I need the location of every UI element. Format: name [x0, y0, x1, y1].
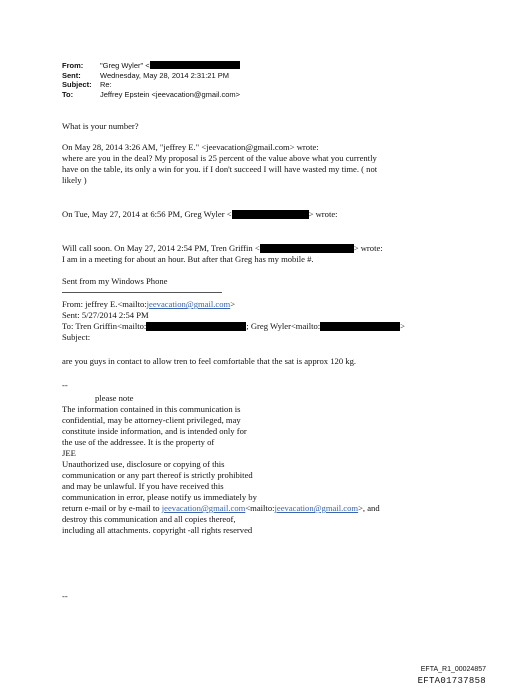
return-mid: <mailto:: [245, 503, 275, 513]
fwd-to-mid: ; Greg Wyler<mailto:: [246, 321, 321, 331]
fwd-to-suffix: >: [400, 321, 406, 331]
to-label: To:: [62, 89, 74, 99]
redaction-box: [150, 61, 240, 69]
from-value: "Greg Wyler" <: [100, 61, 150, 70]
attachments-line: including all attachments. copyright -all rights reserved: [62, 525, 253, 535]
fwd-sent-line: Sent: 5/27/2014 2:54 PM: [62, 310, 149, 320]
tue-line: [62, 209, 338, 219]
return-line: [62, 503, 380, 513]
redaction-box: [320, 322, 400, 331]
fwd-to-prefix: To: Tren Griffin<mailto:: [62, 321, 147, 331]
return-prefix: return e-mail or by e-mail to: [62, 503, 162, 513]
separator-1: --: [62, 380, 68, 390]
disclaimer-line: Unauthorized use, disclosure or copying of this: [62, 459, 225, 469]
meeting-line: I am in a meeting for about an hour. But after that Greg has my mobile #.: [62, 254, 314, 264]
fwd-from-prefix: From: jeffrey E.<mailto:: [62, 299, 147, 309]
quote-line-2: where are you in the deal? My proposal is 25 percent of the value above what you currently: [62, 153, 377, 163]
subject-value: Re:: [100, 80, 112, 89]
disclaimer-line: communication in error, please notify us immediately by: [62, 492, 257, 502]
return-suffix: >, and: [358, 503, 380, 513]
signature-divider: [62, 292, 222, 293]
tue-prefix: On Tue, May 27, 2014 at 6:56 PM, Greg Wyler <: [62, 209, 232, 219]
fwd-from-suffix: >: [230, 299, 236, 309]
quote-line-4: likely ): [62, 175, 87, 185]
email-header: [62, 61, 240, 99]
subject-label: Subject:: [62, 80, 92, 89]
sent-value: Wednesday, May 28, 2014 2:31:21 PM: [100, 70, 229, 80]
redaction-box: [260, 244, 354, 253]
redaction-box: [146, 322, 246, 331]
from-label: From:: [62, 61, 84, 70]
sent-label: Sent:: [62, 70, 81, 80]
tue-suffix: > wrote:: [308, 209, 338, 219]
email-link[interactable]: jeevacation@gmail.com: [146, 299, 231, 309]
email-link[interactable]: jeevacation@gmail.com: [274, 503, 359, 513]
header-sent-row: [62, 71, 240, 81]
fwd-subject-line: Subject:: [62, 332, 91, 342]
disclaimer-line: confidential, may be attorney-client privileged, may: [62, 415, 241, 425]
please-note: please note: [95, 393, 134, 403]
willcall-suffix: > wrote:: [353, 243, 383, 253]
to-value: Jeffrey Epstein <jeevacation@gmail.com>: [100, 89, 241, 99]
fwd-to-line: [62, 321, 405, 331]
disclaimer-line: the use of the addressee. It is the property of: [62, 437, 215, 447]
destroy-line: destroy this communication and all copies thereof,: [62, 514, 236, 524]
header-from-row: [62, 61, 240, 71]
disclaimer-line: JEE: [62, 448, 76, 458]
document-id-stamp: EFTA01737858: [417, 676, 486, 686]
disclaimer-line: constitute inside information, and is intended only for: [62, 426, 247, 436]
header-to-row: [62, 90, 240, 100]
separator-2: --: [62, 591, 68, 601]
header-subject-row: [62, 80, 240, 90]
quote-line-3: have on the table, its only a win for you. if I don't succeed I will have wasted my time. ( not: [62, 164, 378, 174]
sent-from-line: Sent from my Windows Phone: [62, 276, 168, 286]
disclaimer-line: communication or any part thereof is strictly prohibited: [62, 470, 253, 480]
fwd-from-line: [62, 299, 235, 309]
redaction-box: [232, 210, 309, 219]
sat-line: are you guys in contact to allow tren to feel comfortable that the sat is approx 120 kg.: [62, 356, 357, 366]
question-line: What is your number?: [62, 121, 139, 131]
willcall-prefix: Will call soon. On May 27, 2014 2:54 PM, Tren Griffin <: [62, 243, 260, 253]
disclaimer-line: and may be unlawful. If you have received this: [62, 481, 224, 491]
quote-line-1: On May 28, 2014 3:26 AM, "jeffrey E." <jeevacation@gmail.com> wrote:: [62, 142, 319, 152]
document-id-small: EFTA_R1_00024857: [420, 666, 486, 673]
email-link[interactable]: jeevacation@gmail.com: [161, 503, 246, 513]
disclaimer-line: The information contained in this communication is: [62, 404, 241, 414]
willcall-line: [62, 243, 383, 253]
